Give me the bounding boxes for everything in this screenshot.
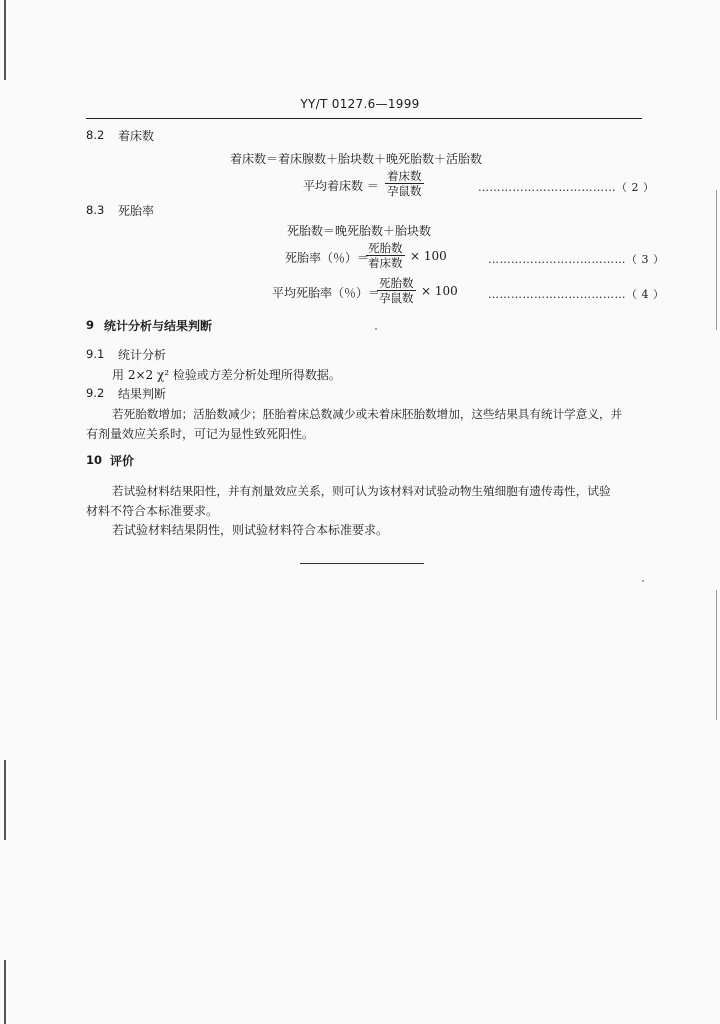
section-8-3-number: 8.3	[86, 203, 105, 217]
fraction-numerator: 着床数	[387, 169, 422, 183]
mean-dead-fetus-rate-lhs: 平均死胎率（％）＝	[272, 286, 381, 300]
fraction-numerator: 死胎数	[379, 276, 414, 290]
scan-speck	[375, 328, 377, 330]
mean-implantation-lhs: 平均着床数 ＝	[303, 179, 379, 193]
times-100: × 100	[410, 249, 447, 263]
mean-implantation-fraction	[385, 169, 424, 198]
evaluation-para-2: 若试验材料结果阴性，则试验材料符合本标准要求。	[112, 523, 389, 537]
scan-edge-mark	[716, 590, 717, 720]
section-8-3-title: 死胎率	[118, 204, 155, 218]
section-9-2-number: 9.2	[86, 386, 105, 400]
dead-fetus-rate-lhs: 死胎率（％）＝	[285, 251, 370, 265]
fraction-denominator: 孕鼠数	[387, 184, 422, 198]
section-8-2-title: 着床数	[118, 129, 155, 143]
section-9-1-text: 用 2×2 χ² 检验或方差分析处理所得数据。	[112, 368, 341, 382]
implantation-equation: 着床数＝着床腺数＋胎块数＋晚死胎数＋活胎数	[230, 152, 483, 166]
header-rule	[86, 118, 642, 119]
equation-2-tag: ………………………………（ 2 ）	[478, 181, 655, 194]
section-9-1-number: 9.1	[86, 347, 105, 361]
dead-fetus-rate-fraction	[366, 241, 405, 270]
fraction-numerator: 死胎数	[368, 241, 403, 255]
section-10-number: 10	[86, 453, 103, 467]
section-9-number: 9	[86, 318, 95, 332]
evaluation-para-1-line-2: 材料不符合本标准要求。	[86, 504, 219, 518]
section-9-1-title: 统计分析	[118, 348, 167, 362]
section-9-2-title: 结果判断	[118, 387, 167, 401]
standard-number-header: YY/T 0127.6—1999	[300, 97, 420, 111]
mean-dead-fetus-rate-fraction	[377, 276, 416, 305]
scan-edge-mark	[4, 0, 6, 80]
scan-edge-mark	[716, 190, 717, 330]
equation-4-tag: ………………………………（ 4 ）	[488, 288, 665, 301]
scan-speck	[642, 580, 644, 582]
dead-fetus-equation: 死胎数＝晚死胎数＋胎块数	[287, 224, 432, 238]
evaluation-para-1-line-1: 若试验材料结果阳性，并有剂量效应关系，则可认为该材料对试验动物生殖细胞有遗传毒性，试验	[112, 484, 611, 498]
fraction-denominator: 孕鼠数	[379, 291, 414, 305]
fraction-denominator: 着床数	[368, 256, 403, 270]
section-8-2-number: 8.2	[86, 128, 105, 142]
section-9-2-line-2: 有剂量效应关系时，可记为显性致死阳性。	[86, 427, 315, 441]
section-9-2-line-1: 若死胎数增加；活胎数减少；胚胎着床总数减少或未着床胚胎数增加，这些结果具有统计学意义，并	[112, 407, 623, 421]
end-rule	[300, 563, 424, 564]
section-9-title: 统计分析与结果判断	[104, 319, 213, 333]
section-10-title: 评价	[110, 454, 135, 468]
scan-edge-mark	[4, 760, 6, 840]
times-100: × 100	[421, 284, 458, 298]
scan-edge-mark	[4, 960, 6, 1024]
equation-3-tag: ………………………………（ 3 ）	[488, 253, 665, 266]
